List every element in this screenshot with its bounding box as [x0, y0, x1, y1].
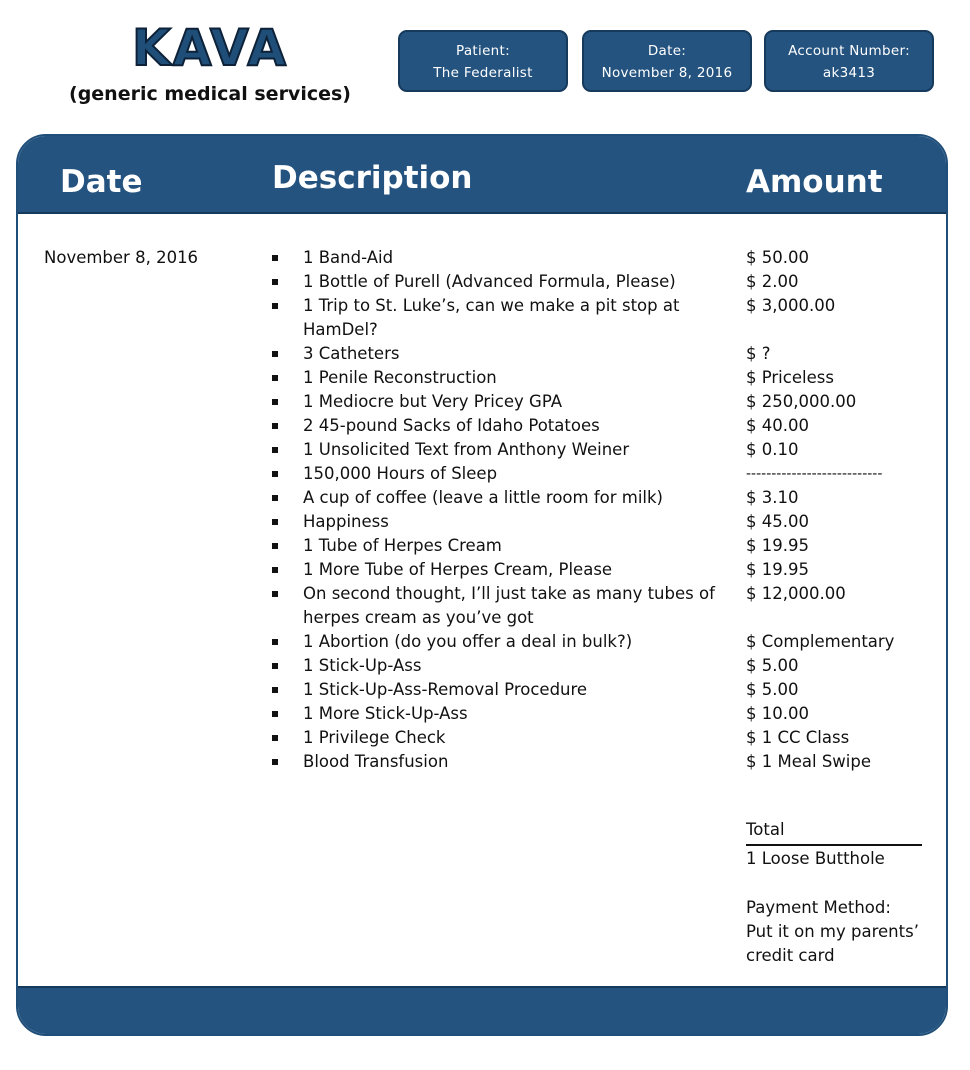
list-item	[272, 534, 717, 558]
total-value: 1 Loose Butthole	[746, 849, 885, 868]
brand	[60, 18, 360, 106]
item-description: 2 45-pound Sacks of Idaho Potatoes	[303, 416, 600, 435]
item-amount-separator: ---------------------------	[746, 466, 883, 482]
item-amount: $ Complementary	[746, 632, 895, 651]
bullet-icon	[272, 591, 278, 597]
amount-column-header: Amount	[746, 164, 883, 200]
invoice-footer	[18, 986, 946, 1034]
payment-label: Payment Method:	[746, 898, 891, 917]
item-description: 1 Stick-Up-Ass	[303, 656, 422, 675]
item-description: 1 More Stick-Up-Ass	[303, 704, 468, 723]
item-description: Blood Transfusion	[303, 752, 449, 771]
brand-name: KAVA	[131, 19, 289, 77]
list-item	[272, 366, 717, 390]
item-amount-spacer	[746, 606, 926, 630]
bullet-icon	[272, 543, 278, 549]
list-item	[272, 246, 717, 270]
account-info-box	[764, 30, 934, 92]
item-amount: $ 45.00	[746, 512, 809, 531]
item-amount: $ 3,000.00	[746, 296, 836, 315]
bullet-icon	[272, 759, 278, 765]
item-description: 1 Tube of Herpes Cream	[303, 536, 502, 555]
bullet-icon	[272, 735, 278, 741]
list-item	[272, 702, 717, 726]
item-description: 1 Stick-Up-Ass-Removal Procedure	[303, 680, 588, 699]
row-date: November 8, 2016	[44, 248, 199, 267]
list-item	[272, 294, 717, 342]
list-item	[272, 582, 717, 630]
item-description: 1 Unsolicited Text from Anthony Weiner	[303, 440, 630, 459]
item-amount: $ 10.00	[746, 704, 809, 723]
item-amount: $ 5.00	[746, 656, 799, 675]
payment-line-2: credit card	[746, 946, 835, 965]
list-item	[272, 486, 717, 510]
item-amount: $ 2.00	[746, 272, 799, 291]
item-amount: $ 0.10	[746, 440, 799, 459]
list-item	[272, 654, 717, 678]
item-description: 1 Penile Reconstruction	[303, 368, 497, 387]
item-amount: $ Priceless	[746, 368, 834, 387]
item-amount: $ 12,000.00	[746, 584, 846, 603]
list-item	[272, 630, 717, 654]
list-item	[272, 270, 717, 294]
patient-info-box	[398, 30, 568, 92]
item-amount: $ 40.00	[746, 416, 809, 435]
item-amount: $ 50.00	[746, 248, 809, 267]
patient-label: Patient:	[456, 43, 510, 59]
item-amount: $ 3.10	[746, 488, 799, 507]
item-amount: $ 1 CC Class	[746, 728, 850, 747]
item-amount: $ 5.00	[746, 680, 799, 699]
invoice-header	[18, 136, 946, 214]
patient-value: The Federalist	[433, 65, 533, 81]
item-description: 1 Trip to St. Luke’s, can we make a pit stop at HamDel?	[303, 296, 680, 339]
item-amount: $ 250,000.00	[746, 392, 857, 411]
payment-block	[746, 896, 936, 968]
item-amount: $ 1 Meal Swipe	[746, 752, 871, 771]
list-item	[272, 414, 717, 438]
bullet-icon	[272, 423, 278, 429]
description-column-header: Description	[272, 160, 473, 196]
date-label: Date:	[647, 43, 687, 59]
date-value: November 8, 2016	[601, 65, 733, 81]
item-description: Happiness	[303, 512, 389, 531]
item-description: 150,000 Hours of Sleep	[303, 464, 498, 483]
bullet-icon	[272, 663, 278, 669]
item-description: 3 Catheters	[303, 344, 400, 363]
bullet-icon	[272, 471, 278, 477]
date-info-box	[582, 30, 752, 92]
bullet-icon	[272, 303, 278, 309]
item-amount-spacer	[746, 318, 926, 342]
item-description: On second thought, I’ll just take as many tubes of herpes cream as you’ve got	[303, 584, 715, 627]
bullet-icon	[272, 255, 278, 261]
item-description: A cup of coffee (leave a little room for milk)	[303, 488, 663, 507]
bullet-icon	[272, 351, 278, 357]
list-item	[272, 342, 717, 366]
item-description: 1 Bottle of Purell (Advanced Formula, Please)	[303, 272, 676, 291]
list-item	[272, 438, 717, 462]
item-amount: $ 19.95	[746, 560, 809, 579]
list-item	[272, 510, 717, 534]
item-description: 1 Band-Aid	[303, 248, 394, 267]
totals-block	[746, 818, 922, 871]
item-description: 1 Privilege Check	[303, 728, 446, 747]
description-list	[272, 246, 717, 774]
total-label: Total	[746, 818, 922, 846]
account-label: Account Number:	[788, 43, 910, 59]
item-description: 1 Abortion (do you offer a deal in bulk?)	[303, 632, 633, 651]
bullet-icon	[272, 711, 278, 717]
item-description: 1 Mediocre but Very Pricey GPA	[303, 392, 562, 411]
bullet-icon	[272, 567, 278, 573]
bullet-icon	[272, 279, 278, 285]
list-item	[272, 462, 717, 486]
bullet-icon	[272, 399, 278, 405]
bullet-icon	[272, 687, 278, 693]
bullet-icon	[272, 495, 278, 501]
item-description: 1 More Tube of Herpes Cream, Please	[303, 560, 613, 579]
list-item	[272, 558, 717, 582]
list-item	[272, 678, 717, 702]
brand-tagline: (generic medical services)	[69, 83, 351, 105]
bullet-icon	[272, 519, 278, 525]
account-value: ak3413	[822, 65, 876, 81]
list-item	[272, 390, 717, 414]
list-item	[272, 750, 717, 774]
bullet-icon	[272, 375, 278, 381]
amount-list	[746, 246, 926, 774]
date-column-header: Date	[60, 164, 143, 200]
bullet-icon	[272, 447, 278, 453]
item-amount: $ 19.95	[746, 536, 809, 555]
bullet-icon	[272, 639, 278, 645]
item-amount: $ ?	[746, 344, 771, 363]
list-item	[272, 726, 717, 750]
payment-line-1: Put it on my parents’	[746, 922, 919, 941]
